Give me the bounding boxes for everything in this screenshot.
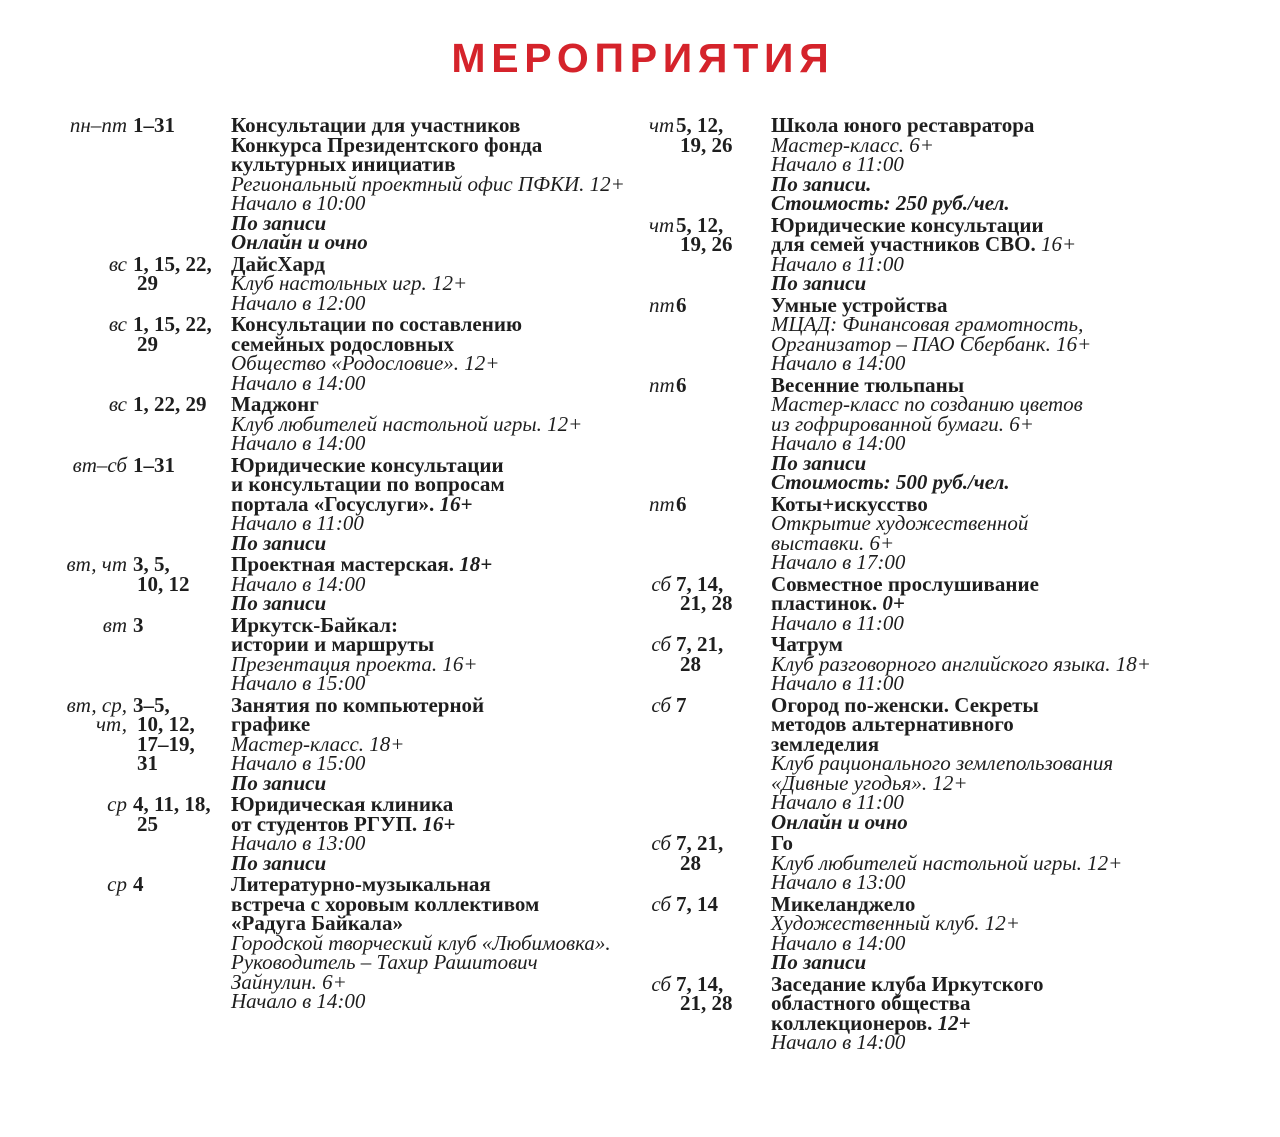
event-title-line: Совместное прослушивание	[771, 571, 1039, 596]
event-dates: 4	[133, 872, 144, 896]
event-detail-line: Начало в 11:00	[771, 251, 904, 276]
event-title-line: Конкурса Президентского фонда	[231, 132, 543, 157]
event-detail-line: Клуб рационального землепользования	[771, 751, 1114, 775]
event-detail-line: МЦАД: Финансовая грамотность,	[771, 312, 1084, 336]
event-detail-line: Клуб любителей настольной игры. 12+	[231, 411, 583, 436]
event-dates: 6	[676, 372, 687, 397]
event-detail-line: Открытие художественной	[771, 511, 1029, 535]
event-title-line: встреча с хоровым коллективом	[231, 891, 540, 916]
event-title-line: Школа юного реставратора	[771, 113, 1035, 137]
event-title-line: истории и маршруты	[231, 632, 435, 656]
event-dates: 1, 22, 29	[133, 392, 207, 416]
event-title-line: Юридическая клиника	[231, 792, 454, 816]
event-description	[231, 792, 625, 875]
event-detail-line: Общество «Родословие». 12+	[231, 351, 500, 375]
event-description	[231, 251, 625, 315]
event-days: сб	[651, 831, 671, 855]
event-entry	[649, 891, 1173, 974]
event-dates: 6	[676, 292, 687, 317]
event-description	[771, 571, 1173, 635]
event-description	[771, 692, 1173, 834]
event-detail-line: Мастер-класс. 18+	[231, 731, 405, 756]
event-days: сб	[651, 971, 671, 996]
event-dates: 3–5, 10, 12, 17–19, 31	[133, 692, 195, 775]
event-title-line: областного общества	[771, 991, 971, 1015]
event-entry	[649, 571, 1173, 635]
event-dates: 3, 5, 10, 12	[133, 552, 190, 596]
event-description	[771, 831, 1173, 894]
event-title-line: «Радуга Байкала»	[231, 911, 403, 935]
event-entry	[649, 831, 1173, 894]
event-title-line: коллекционеров. 12+	[771, 1010, 971, 1035]
event-note-line: По записи	[231, 850, 327, 875]
event-detail-line: Организатор – ПАО Сбербанк. 16+	[771, 331, 1092, 356]
event-note-line: Стоимость: 500 руб./чел.	[771, 470, 1010, 494]
event-detail-line: Начало в 14:00	[771, 351, 906, 375]
event-title-line: семейных родословных	[231, 331, 454, 356]
event-note-line: По записи	[771, 950, 867, 974]
event-title-line: Весенние тюльпаны	[771, 372, 965, 397]
event-title-line: Юридические консультации	[231, 452, 504, 477]
event-detail-line: Клуб настольных игр. 12+	[231, 271, 468, 295]
event-dates: 7	[676, 692, 687, 717]
event-entry	[649, 491, 1173, 574]
event-entry	[649, 971, 1173, 1054]
event-days: вт, чт	[66, 552, 127, 576]
event-days: вт–сб	[72, 452, 127, 477]
event-description	[231, 452, 625, 555]
event-title-line: Маджонг	[231, 392, 319, 416]
event-title-line: от студентов РГУП. 16+	[231, 811, 456, 836]
event-note-line: По записи	[231, 770, 327, 795]
event-detail-line: из гофрированной бумаги. 6+	[771, 411, 1034, 436]
event-detail-line: Начало в 15:00	[231, 671, 366, 695]
event-dates: 7, 14, 21, 28	[676, 971, 733, 1015]
event-title-line: Проектная мастерская. 18+	[231, 552, 493, 576]
event-dates: 1, 15, 22, 29	[133, 251, 212, 295]
event-detail-line: Начало в 11:00	[771, 671, 904, 695]
event-entry	[649, 292, 1173, 375]
event-description	[231, 113, 625, 254]
event-dates: 7, 14, 21, 28	[676, 571, 733, 615]
event-detail-line: Начало в 10:00	[231, 191, 366, 215]
event-description	[231, 692, 625, 795]
event-title-line: портала «Госуслуги». 16+	[231, 491, 473, 516]
event-description	[231, 392, 625, 455]
events-column-right	[649, 113, 1173, 1055]
event-description	[231, 872, 625, 1013]
event-title-line: графике	[231, 712, 311, 736]
event-detail-line: Городской творческий клуб «Любимовка».	[231, 930, 611, 955]
event-title-line: Консультации по составлению	[231, 312, 522, 336]
event-dates: 7, 14	[676, 891, 718, 916]
event-title-line: Го	[771, 831, 794, 855]
event-detail-line: выставки. 6+	[771, 530, 895, 555]
event-detail-line: Начало в 14:00	[771, 930, 906, 955]
events-column-left	[60, 113, 625, 1055]
event-dates: 5, 12, 19, 26	[676, 113, 733, 157]
event-entry	[649, 632, 1173, 695]
event-days: сб	[651, 571, 671, 596]
event-detail-line: Начало в 13:00	[231, 831, 366, 855]
event-detail-line: Зайнулин. 6+	[231, 969, 347, 994]
event-description	[231, 312, 625, 395]
event-entry	[60, 312, 625, 395]
event-detail-line: Начало в 11:00	[231, 511, 364, 535]
event-detail-line: Клуб разговорного английского языка. 18+	[771, 651, 1151, 676]
event-dates: 6	[676, 491, 687, 516]
event-entry	[60, 452, 625, 555]
event-title-line: Консультации для участников	[231, 113, 521, 137]
event-days: чт	[649, 113, 675, 137]
event-dates: 3	[133, 612, 144, 637]
event-detail-line: Начало в 17:00	[771, 550, 906, 574]
event-title-line: методов альтернативного	[771, 712, 1014, 736]
event-entry	[60, 792, 625, 875]
event-dates: 5, 12, 19, 26	[676, 212, 733, 256]
event-title-line: для семей участников СВО. 16+	[771, 232, 1077, 256]
event-note-line: По записи	[771, 271, 867, 295]
event-description	[771, 372, 1173, 494]
event-entry	[60, 872, 625, 1013]
event-dates: 1–31	[133, 452, 175, 477]
event-detail-line: Начало в 14:00	[771, 431, 906, 455]
event-note-line: Онлайн и очно	[771, 809, 908, 834]
event-entry	[649, 113, 1173, 215]
event-detail-line: Начало в 14:00	[231, 989, 366, 1013]
event-description	[771, 491, 1173, 574]
event-description	[231, 612, 625, 695]
event-detail-line: Начало в 12:00	[231, 290, 366, 315]
event-title-line: Умные устройства	[771, 292, 948, 317]
event-title-line: культурных инициатив	[231, 152, 456, 176]
event-detail-line: Руководитель – Тахир Рашитович	[231, 950, 538, 974]
event-days: пт	[649, 292, 675, 317]
event-entry	[60, 692, 625, 795]
event-days: вс	[108, 392, 127, 416]
event-title-line: земледелия	[771, 731, 880, 756]
event-days: ср	[107, 792, 127, 816]
event-days: сб	[651, 632, 671, 656]
event-detail-line: Региональный проектный офис ПФКИ. 12+	[231, 171, 625, 196]
event-note-line: По записи	[231, 591, 327, 615]
page-title: МЕРОПРИЯТИЯ	[451, 35, 835, 81]
event-title-line: ДайсХард	[231, 251, 326, 276]
event-days: ср	[107, 872, 127, 896]
event-days: вт, ср, чт,	[66, 692, 127, 736]
event-days: пт	[649, 372, 675, 397]
event-detail-line: Начало в 15:00	[231, 751, 366, 775]
event-title-line: Коты+искусство	[771, 491, 928, 516]
event-description	[771, 212, 1173, 295]
event-description	[231, 552, 625, 615]
event-title-line: и консультации по вопросам	[231, 472, 505, 496]
event-description	[771, 891, 1173, 974]
event-detail-line: Начало в 11:00	[771, 790, 904, 814]
event-dates: 7, 21, 28	[676, 831, 724, 875]
event-days: вт	[102, 612, 127, 637]
event-entry	[649, 692, 1173, 834]
event-detail-line: Начало в 14:00	[231, 431, 366, 455]
event-description	[771, 292, 1173, 375]
event-entry	[60, 612, 625, 695]
event-detail-line: Художественный клуб. 12+	[771, 911, 1020, 935]
event-entry	[60, 392, 625, 455]
event-title-line: Занятия по компьютерной	[231, 692, 485, 717]
event-note-line: По записи	[231, 210, 327, 235]
event-entry	[60, 113, 625, 254]
event-dates: 1, 15, 22, 29	[133, 312, 212, 356]
event-entry	[649, 212, 1173, 295]
event-title-line: Литературно-музыкальная	[231, 872, 491, 896]
event-description	[771, 971, 1173, 1054]
event-dates: 4, 11, 18, 25	[133, 792, 211, 836]
event-title-line: Огород по-женски. Секреты	[771, 692, 1039, 717]
event-detail-line: Начало в 14:00	[771, 1030, 906, 1054]
event-days: чт	[649, 212, 675, 237]
event-detail-line: Клуб любителей настольной игры. 12+	[771, 850, 1123, 875]
event-detail-line: «Дивные угодья». 12+	[771, 770, 968, 795]
event-detail-line: Начало в 14:00	[231, 571, 366, 596]
event-entry	[60, 251, 625, 315]
event-note-line: По записи.	[771, 171, 872, 196]
event-days: сб	[651, 692, 671, 717]
event-title-line: Чатрум	[771, 632, 843, 656]
event-detail-line: Начало в 14:00	[231, 370, 366, 395]
event-note-line: Онлайн и очно	[231, 230, 368, 254]
event-entry	[60, 552, 625, 615]
event-detail-line: Презентация проекта. 16+	[231, 651, 478, 676]
event-detail-line: Начало в 11:00	[771, 152, 904, 176]
event-detail-line: Мастер-класс. 6+	[771, 132, 934, 157]
event-title-line: Иркутск-Байкал:	[231, 612, 399, 637]
event-note-line: По записи	[231, 530, 327, 555]
event-dates: 7, 21, 28	[676, 632, 724, 676]
event-title-line: Юридические консультации	[771, 212, 1044, 237]
event-title-line: Заседание клуба Иркутского	[771, 971, 1044, 996]
event-title-line: пластинок. 0+	[771, 591, 905, 615]
event-detail-line: Мастер-класс по созданию цветов	[771, 392, 1083, 416]
event-note-line: Стоимость: 250 руб./чел.	[771, 191, 1010, 215]
event-dates: 1–31	[133, 113, 175, 137]
event-days: вс	[108, 251, 127, 276]
event-days: пт	[649, 491, 675, 516]
event-detail-line: Начало в 11:00	[771, 610, 904, 635]
event-description	[771, 632, 1173, 695]
event-days: сб	[651, 891, 671, 916]
event-days: вс	[108, 312, 127, 336]
event-entry	[649, 372, 1173, 494]
event-note-line: По записи	[771, 450, 867, 475]
events-columns	[60, 113, 1280, 1055]
event-title-line: Микеланджело	[771, 891, 916, 916]
event-days: пн–пт	[69, 113, 127, 137]
event-detail-line: Начало в 13:00	[771, 870, 906, 894]
event-description	[771, 113, 1173, 215]
